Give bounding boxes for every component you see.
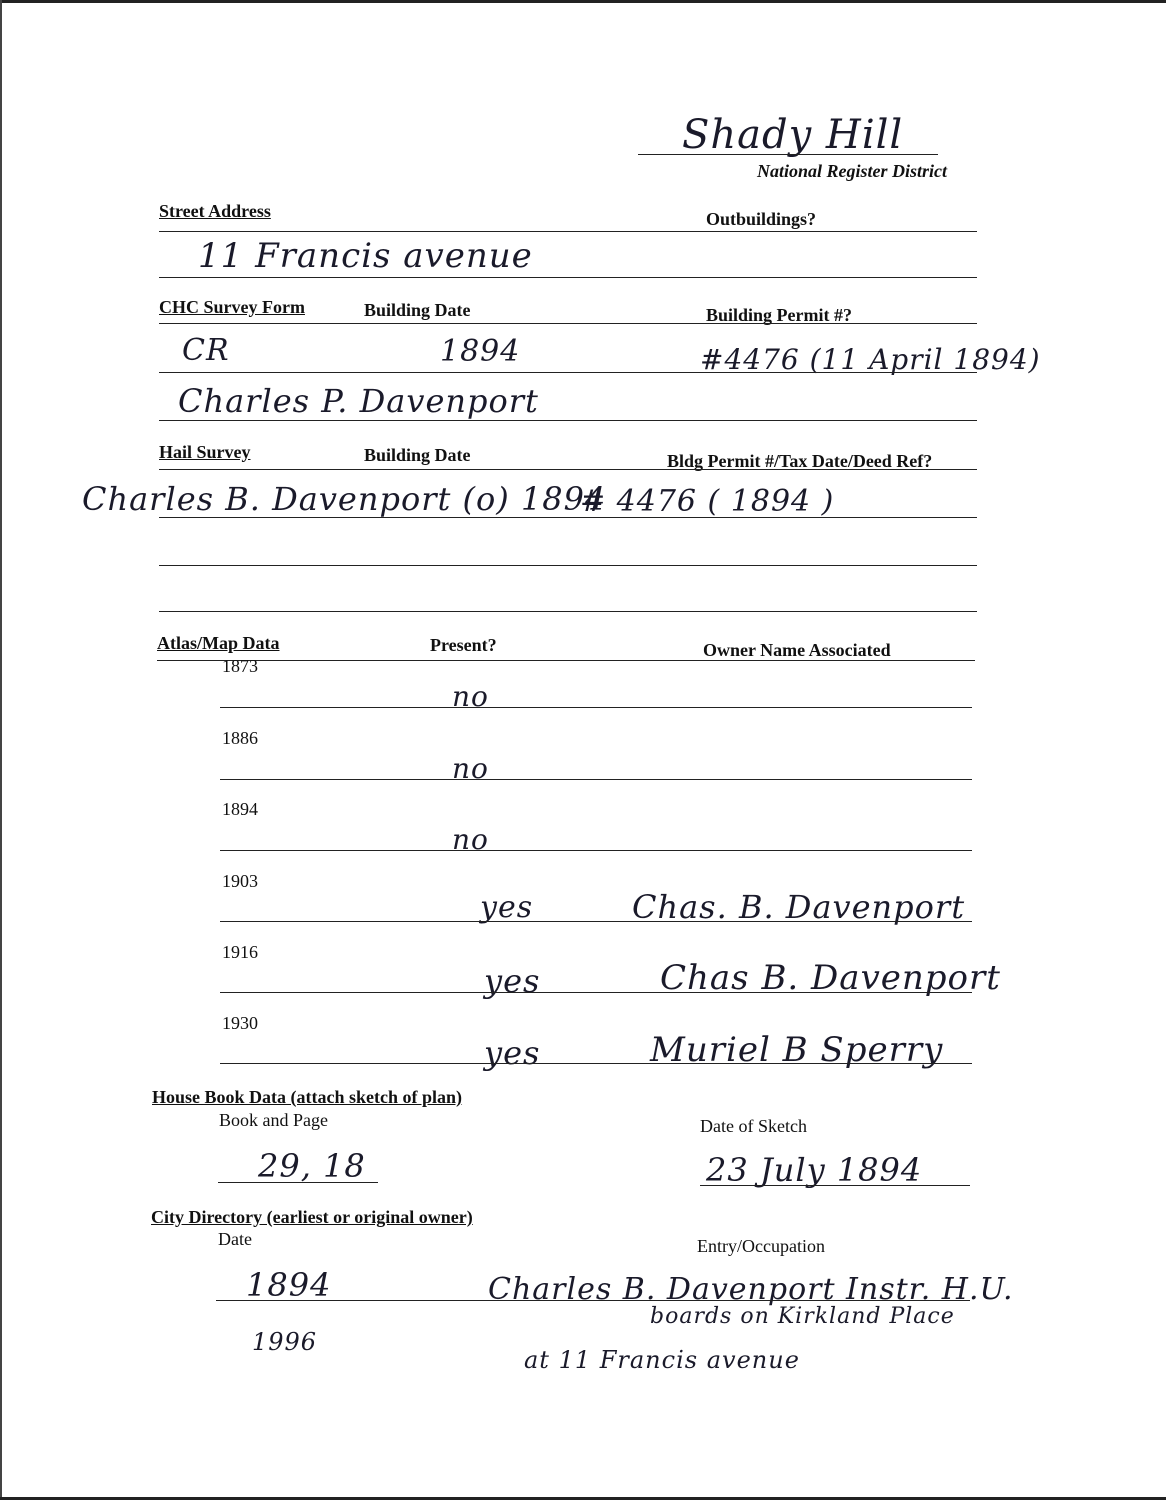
city-directory-entry-line2: boards on Kirkland Place — [650, 1304, 955, 1329]
chc-survey-value: CR — [182, 333, 230, 368]
hail-value-rule — [159, 517, 977, 518]
atlas-present: yes — [484, 1034, 541, 1072]
atlas-present-label: Present? — [430, 635, 497, 655]
book-page-rule — [218, 1182, 378, 1183]
street-address-label: Street Address — [159, 201, 271, 221]
chc-value-rule — [159, 372, 977, 373]
book-page-label: Book and Page — [219, 1110, 328, 1130]
atlas-year: 1886 — [222, 728, 258, 748]
city-directory-entry-value: Charles B. Davenport Instr. H.U. — [488, 1272, 1014, 1307]
atlas-year: 1916 — [222, 942, 258, 962]
atlas-present: no — [452, 752, 489, 785]
atlas-owner: Chas B. Davenport — [660, 958, 1001, 998]
hail-survey-label: Hail Survey — [159, 442, 251, 462]
street-address-rule — [159, 231, 977, 232]
atlas-present: no — [452, 680, 489, 713]
atlas-row-rule — [220, 1063, 972, 1064]
chc-permit-value: #4476 (11 April 1894) — [700, 343, 1041, 376]
atlas-present: yes — [480, 890, 534, 925]
district-handwritten-name: Shady Hill — [682, 112, 904, 158]
chc-permit-label: Building Permit #? — [706, 305, 853, 325]
chc-building-date-value: 1894 — [440, 334, 521, 369]
hail-building-date-label: Building Date — [364, 445, 471, 465]
district-label: National Register District — [757, 161, 948, 181]
atlas-present: yes — [484, 962, 541, 1000]
atlas-owner: Muriel B Sperry — [650, 1030, 944, 1070]
street-address-value: 11 Francis avenue — [198, 236, 533, 276]
city-directory-entry-label: Entry/Occupation — [697, 1236, 825, 1256]
sketch-date-label: Date of Sketch — [700, 1116, 807, 1136]
atlas-row-rule — [220, 850, 972, 851]
atlas-year: 1894 — [222, 799, 258, 819]
atlas-row-rule — [220, 707, 972, 708]
scan-edge-top — [0, 0, 1166, 3]
city-directory-rule — [216, 1300, 970, 1301]
atlas-header-rule — [157, 660, 975, 661]
book-page-value: 29, 18 — [258, 1147, 366, 1185]
city-directory-date-value: 1894 — [246, 1266, 332, 1304]
atlas-row-rule — [220, 992, 972, 993]
atlas-label: Atlas/Map Data — [157, 633, 280, 653]
hail-blank-rule-2 — [159, 611, 977, 612]
sketch-date-value: 23 July 1894 — [706, 1151, 923, 1189]
city-directory-date-label: Date — [218, 1229, 252, 1249]
hail-permit-label: Bldg Permit #/Tax Date/Deed Ref? — [667, 451, 933, 471]
atlas-row-rule — [220, 921, 972, 922]
hail-entry-value: Charles B. Davenport (o) 1894 — [82, 480, 607, 518]
outbuildings-label: Outbuildings? — [706, 209, 817, 229]
atlas-present: no — [452, 823, 489, 856]
chc-survey-label: CHC Survey Form — [159, 297, 305, 317]
city-directory-entry-line3: at 11 Francis avenue — [524, 1346, 800, 1374]
atlas-year: 1903 — [222, 871, 258, 891]
chc-header-rule — [159, 323, 977, 324]
hail-header-rule — [159, 469, 977, 470]
atlas-row-rule — [220, 779, 972, 780]
atlas-year: 1930 — [222, 1013, 258, 1033]
chc-architect-rule — [159, 420, 977, 421]
atlas-year: 1873 — [222, 656, 258, 676]
street-address-value-rule — [159, 277, 977, 278]
sketch-date-rule — [700, 1185, 970, 1186]
hail-blank-rule-1 — [159, 565, 977, 566]
chc-building-date-label: Building Date — [364, 300, 471, 320]
house-book-label: House Book Data (attach sketch of plan) — [152, 1087, 463, 1107]
city-directory-label: City Directory (earliest or original owner) — [151, 1207, 473, 1227]
scan-edge-left — [0, 0, 2, 1500]
hail-permit-value: # 4476 ( 1894 ) — [580, 484, 835, 519]
atlas-owner-label: Owner Name Associated — [703, 640, 891, 660]
chc-architect-value: Charles P. Davenport — [178, 382, 539, 420]
city-directory-second-date: 1996 — [252, 1328, 318, 1356]
district-rule — [638, 154, 938, 155]
atlas-owner: Chas. B. Davenport — [632, 888, 966, 926]
